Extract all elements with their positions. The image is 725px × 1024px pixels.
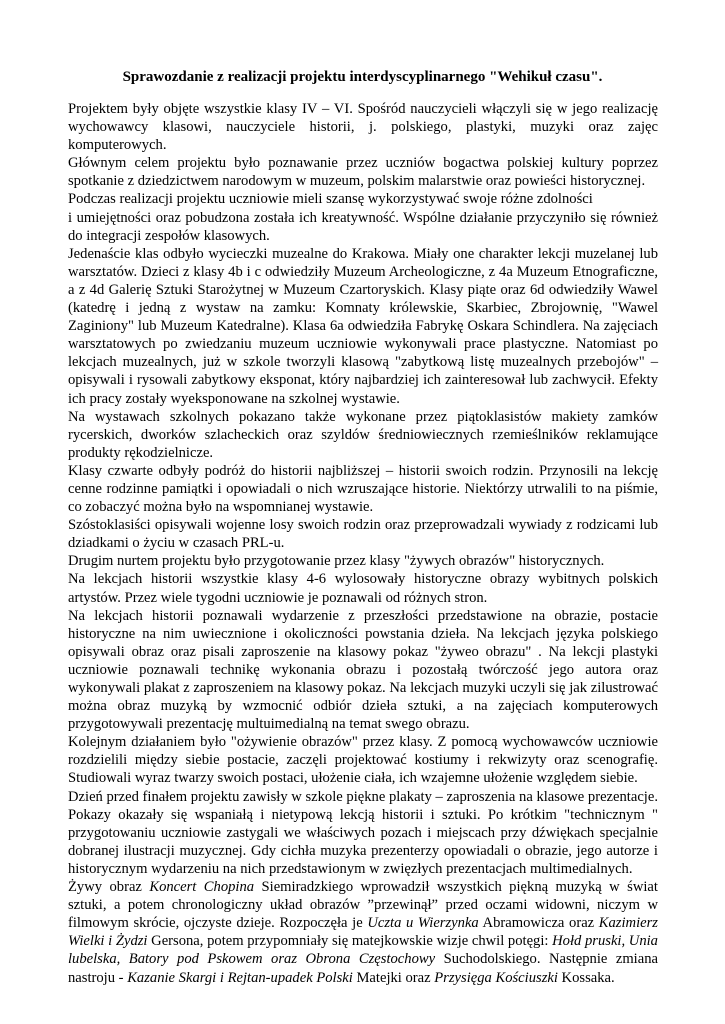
- paragraph-1: Projektem były objęte wszystkie klasy IV – VI. Spośród nauczycieli włączyli się w jego realizację wychowawcy klasowi, nauczyciele historii, j. polskiego, plastyki, muzyki oraz zajęc komputerowych.: [68, 101, 658, 154]
- paragraph-9: Drugim nurtem projektu było przygotowanie przez klasy "żywych obrazów" historycznych.: [68, 553, 605, 570]
- painting-title: Przysięga Kościuszki: [434, 969, 558, 986]
- painting-title: Uczta u Wierzynka: [367, 915, 479, 932]
- paragraph-7: Klasy czwarte odbyły podróż do historii najbliższej – historii swoich rodzin. Przynosili na lekcję cenne rodzinne pamiątki i opowiadali o nich wzruszające historie. Niektórzy utrwalili to na piśmie, co zobaczyć można było na wspomnianej wystawie.: [68, 462, 658, 516]
- text-run: Matejki oraz: [352, 969, 435, 986]
- text-run: Abramowicza oraz: [478, 915, 599, 932]
- paragraph-3: Podczas realizacji projektu uczniowie mieli szansę wykorzystywać swoje różne zdolności: [68, 191, 593, 208]
- paragraph-12: Kolejnym działaniem było "ożywienie obrazów" przez klasy. Z pomocą wychowawców uczniowie rozdzielili między siebie postacie, zaczęli projektować kostiumy i rekwizyty oraz scenografię. Studiowali wyraz twarzy swoich postaci, ułożenie ciała, ich wzajemne ułożenie względem siebie.: [68, 734, 658, 787]
- paragraph-2: Głównym celem projektu było poznawanie przez uczniów bogactwa polskiej kultury poprzez spotkanie z dziedzictwem narodowym w muzeum, polskim malarstwie oraz powieści historycznej.: [68, 155, 658, 190]
- paragraph-5: Jedenaście klas odbyło wycieczki muzealne do Krakowa. Miały one charakter lekcji muzelanej lub warsztatów. Dzieci z klasy 4b i c odwiedziły Muzeum Archeologiczne, z 4a Muzeum Etnograficzne, a z 4d Galerię Sztuki Starożytnej w Muzeum Czartoryskich. Klasy piąte oraz 6d odwiedziły Wawel (katedrę i jedną z wystaw na zamku: Komnaty królewskie, Skarbiec, Zbrojownię, "Wawel Zaginiony" lub Muzeum Katedralne). Klasa 6a odwiedziła Fabrykę Oskara Schindlera. Na zajęciach warsztatowych po zwiedzaniu muzeum uczniowie wykonywali prace plastyczne. Natomiast po lekcjach muzealnych, już w szkole tworzyli klasową "zabytkową listę muzealnych przebojów" – opisywali i rysowali zabytkowy eksponat, który najbardziej ich zainteresował lub zachwycił. Efekty ich pracy zostały wyeksponowane na szkolnej wystawie.: [68, 245, 658, 407]
- paragraph-8: Szóstoklasiści opisywali wojenne losy swoich rodzin oraz przeprowadzali wywiady z rodzicami lub dziadkami o życiu w czasach PRL-u.: [68, 517, 658, 552]
- text-run: Siemiradzkiego wprowadził wszystkich piękną muzyką w świat sztuki, a potem chronologiczny układ obrazów ”przewinął” przed oczami widowni, niczym w filmowym skrócie, ojczyste dzieje. Rozpoczęła je: [68, 879, 658, 932]
- paragraph-10: Na lekcjach historii wszystkie klasy 4-6 wylosowały historyczne obrazy wybitnych polskich artystów. Przez wiele tygodni uczniowie je poznawali od różnych stron.: [68, 571, 658, 606]
- painting-title: Koncert Chopina: [149, 879, 255, 896]
- paragraph-11: Na lekcjach historii poznawali wydarzenie z przeszłości przedstawione na obrazie, postacie historyczne na nim uwiecznione i okoliczności powstania dzieła. Na lekcjach języka polskiego opisywali obraz oraz pisali zaproszenie na klasowy pokaz "żyweo obrazu" . Na lekcji plastyki uczniowie poznawali technikę wykonania obrazu i pozostałą twórczość jego autora oraz wykonywali plakat z zaproszeniem na klasowy pokaz. Na lekcjach muzyki uczyli się jak zilustrować można obraz muzyką by wzmocnić odbiór dzieła sztuki, a na zajęciach komputerowych przygotowywali prezentację multuimedialną na temat swego obrazu.: [68, 607, 658, 733]
- paragraph-14: [68, 878, 658, 987]
- painting-titles: Kazanie Skargi i Rejtan-upadek Polski: [127, 969, 353, 986]
- document-title: Sprawozdanie z realizacji projektu interdyscyplinarnego "Wehikuł czasu".: [122, 69, 603, 85]
- text-run: Żywy obraz: [68, 879, 150, 896]
- paragraph-6: Na wystawach szkolnych pokazano także wykonane przez piątoklasistów makiety zamków rycerskich, dworków szlacheckich oraz szyldów średniowiecznych rzemieślników reklamujące produkty rękodzielnicze.: [68, 408, 658, 461]
- text-run: Suchodolskiego. Następnie zmiana nastroju -: [68, 951, 658, 986]
- painting-titles: Hołd pruski, Unia lubelska, Batory pod Pskowem oraz Obrona Częstochowy: [68, 933, 658, 968]
- text-run: Gersona, potem przypomniały się matejkowskie wizje chwil potęgi:: [147, 933, 553, 950]
- paragraph-13: Dzień przed finałem projektu zawisły w szkole piękne plakaty – zaproszenia na klasowe prezentacje. Pokazy okazały się wspaniałą i nietypową lekcją historii i sztuki. Po krótkim "technicznym " przygotowaniu uczniowie zastygali we właściwych pozach i miejscach przy dźwiękach specjalnie dobranej ilustracji muzycznej. Gdy cichła muzyka prezenterzy opowiadali o obrazie, jego autorze i historycznym wydarzeniu na nich przedstawionym w zwięzłych prezentacjach multimedialnych.: [68, 788, 658, 877]
- text-run: Kossaka.: [557, 969, 615, 986]
- painting-title: Kazimierz Wielki i Żydzi: [68, 915, 658, 950]
- document-body: [68, 100, 658, 987]
- paragraph-4: i umiejętności oraz pobudzona została ich kreatywność. Wspólne działanie przyczyniło się również do integracji zespołów klasowych.: [68, 209, 658, 244]
